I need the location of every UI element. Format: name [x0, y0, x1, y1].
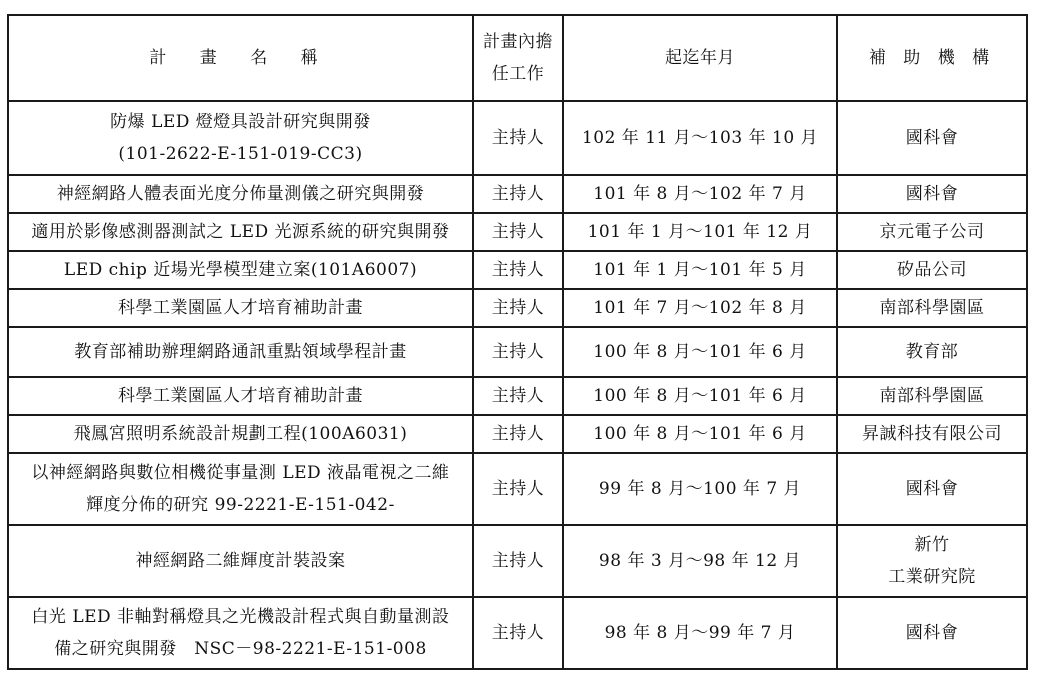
project-name-line: 教育部補助辦理網路通訊重點領域學程計畫	[74, 342, 407, 362]
project-name-line: 適用於影像感測器測試之 LED 光源系統的研究與開發	[31, 222, 450, 242]
funding-org-line: 國科會	[905, 184, 959, 204]
role-cell: 主持人	[473, 289, 563, 327]
project-name-line: 輝度分佈的研究 99-2221-E-151-042-	[86, 495, 395, 515]
project-name-cell	[8, 415, 473, 453]
funding-org-cell	[837, 101, 1027, 175]
funding-org-cell	[837, 289, 1027, 327]
role-cell: 主持人	[473, 251, 563, 289]
table-row	[8, 597, 1027, 669]
role-cell: 主持人	[473, 415, 563, 453]
header-funding-org	[837, 15, 1027, 101]
funding-org-line: 國科會	[905, 128, 959, 148]
funding-org-cell	[837, 251, 1027, 289]
table-row	[8, 101, 1027, 175]
funding-org-cell	[837, 525, 1027, 597]
period-cell: 99 年 8 月～100 年 7 月	[563, 453, 837, 525]
period-cell: 101 年 7 月～102 年 8 月	[563, 289, 837, 327]
funding-org-line: 國科會	[905, 479, 959, 499]
table-row	[8, 453, 1027, 525]
project-name-cell	[8, 175, 473, 213]
project-name-cell	[8, 327, 473, 377]
table-row	[8, 525, 1027, 597]
funding-org-line: 南部科學園區	[879, 298, 985, 318]
period-cell: 101 年 1 月～101 年 5 月	[563, 251, 837, 289]
table-row	[8, 175, 1027, 213]
funding-org-line: 矽品公司	[897, 260, 967, 280]
project-name-line: 白光 LED 非軸對稱燈具之光機設計程式與自動量測設	[31, 607, 450, 627]
header-project-name	[8, 15, 473, 101]
header-period-text: 起迄年月	[665, 48, 735, 68]
period-cell: 101 年 8 月～102 年 7 月	[563, 175, 837, 213]
project-name-line: 科學工業園區人才培育補助計畫	[118, 298, 363, 318]
funding-org-line: 昇誠科技有限公司	[862, 424, 1002, 444]
project-name-line: 以神經網路與數位相機從事量測 LED 液晶電視之二維	[31, 463, 450, 483]
table-row	[8, 377, 1027, 415]
period-cell: 100 年 8 月～101 年 6 月	[563, 327, 837, 377]
funding-org-cell	[837, 453, 1027, 525]
header-role-line1: 計畫內擔	[483, 32, 553, 52]
funding-org-cell	[837, 327, 1027, 377]
project-name-line: LED chip 近場光學模型建立案(101A6007)	[63, 260, 418, 280]
project-name-line: 防爆 LED 燈燈具設計研究與開發	[110, 112, 371, 132]
project-name-line: (101-2622-E-151-019-CC3)	[118, 144, 363, 164]
role-cell: 主持人	[473, 213, 563, 251]
table-row	[8, 289, 1027, 327]
role-cell: 主持人	[473, 175, 563, 213]
table-body	[8, 101, 1027, 669]
header-role	[473, 15, 563, 101]
period-cell: 98 年 8 月～99 年 7 月	[563, 597, 837, 669]
header-funding-org-text: 補 助 機 構	[868, 48, 996, 68]
funding-org-line: 京元電子公司	[879, 222, 985, 242]
project-name-line: 神經網路人體表面光度分佈量測儀之研究與開發	[56, 184, 425, 204]
role-cell: 主持人	[473, 525, 563, 597]
project-name-cell	[8, 597, 473, 669]
table-row	[8, 251, 1027, 289]
project-name-line: 科學工業園區人才培育補助計畫	[118, 386, 363, 406]
funding-org-line: 教育部	[905, 342, 959, 362]
project-name-cell	[8, 525, 473, 597]
funding-org-cell	[837, 415, 1027, 453]
funding-org-line: 工業研究院	[888, 567, 976, 587]
funding-org-line: 南部科學園區	[879, 386, 985, 406]
table-row	[8, 327, 1027, 377]
project-name-cell	[8, 251, 473, 289]
header-project-name-text: 計 畫 名 稱	[149, 48, 332, 68]
project-name-line: 神經網路二維輝度計裝設案	[135, 551, 346, 571]
role-cell: 主持人	[473, 453, 563, 525]
period-cell: 98 年 3 月～98 年 12 月	[563, 525, 837, 597]
period-cell: 101 年 1 月～101 年 12 月	[563, 213, 837, 251]
header-row	[8, 15, 1027, 101]
header-period	[563, 15, 837, 101]
header-role-line2: 任工作	[491, 64, 545, 84]
funding-org-line: 國科會	[905, 623, 959, 643]
project-name-line: 飛鳳宮照明系統設計規劃工程(100A6031)	[73, 424, 408, 444]
period-cell: 102 年 11 月～103 年 10 月	[563, 101, 837, 175]
funding-org-line: 新竹	[914, 535, 950, 555]
role-cell: 主持人	[473, 101, 563, 175]
project-table-container	[7, 14, 1026, 670]
funding-org-cell	[837, 213, 1027, 251]
project-name-cell	[8, 213, 473, 251]
project-name-cell	[8, 453, 473, 525]
project-name-cell	[8, 289, 473, 327]
role-cell: 主持人	[473, 377, 563, 415]
period-cell: 100 年 8 月～101 年 6 月	[563, 415, 837, 453]
project-table	[7, 14, 1028, 670]
project-name-cell	[8, 101, 473, 175]
role-cell: 主持人	[473, 327, 563, 377]
project-name-cell	[8, 377, 473, 415]
table-row	[8, 415, 1027, 453]
funding-org-cell	[837, 377, 1027, 415]
project-name-line: 備之研究與開發 NSC－98-2221-E-151-008	[54, 639, 427, 659]
table-row	[8, 213, 1027, 251]
funding-org-cell	[837, 597, 1027, 669]
role-cell: 主持人	[473, 597, 563, 669]
period-cell: 100 年 8 月～101 年 6 月	[563, 377, 837, 415]
funding-org-cell	[837, 175, 1027, 213]
